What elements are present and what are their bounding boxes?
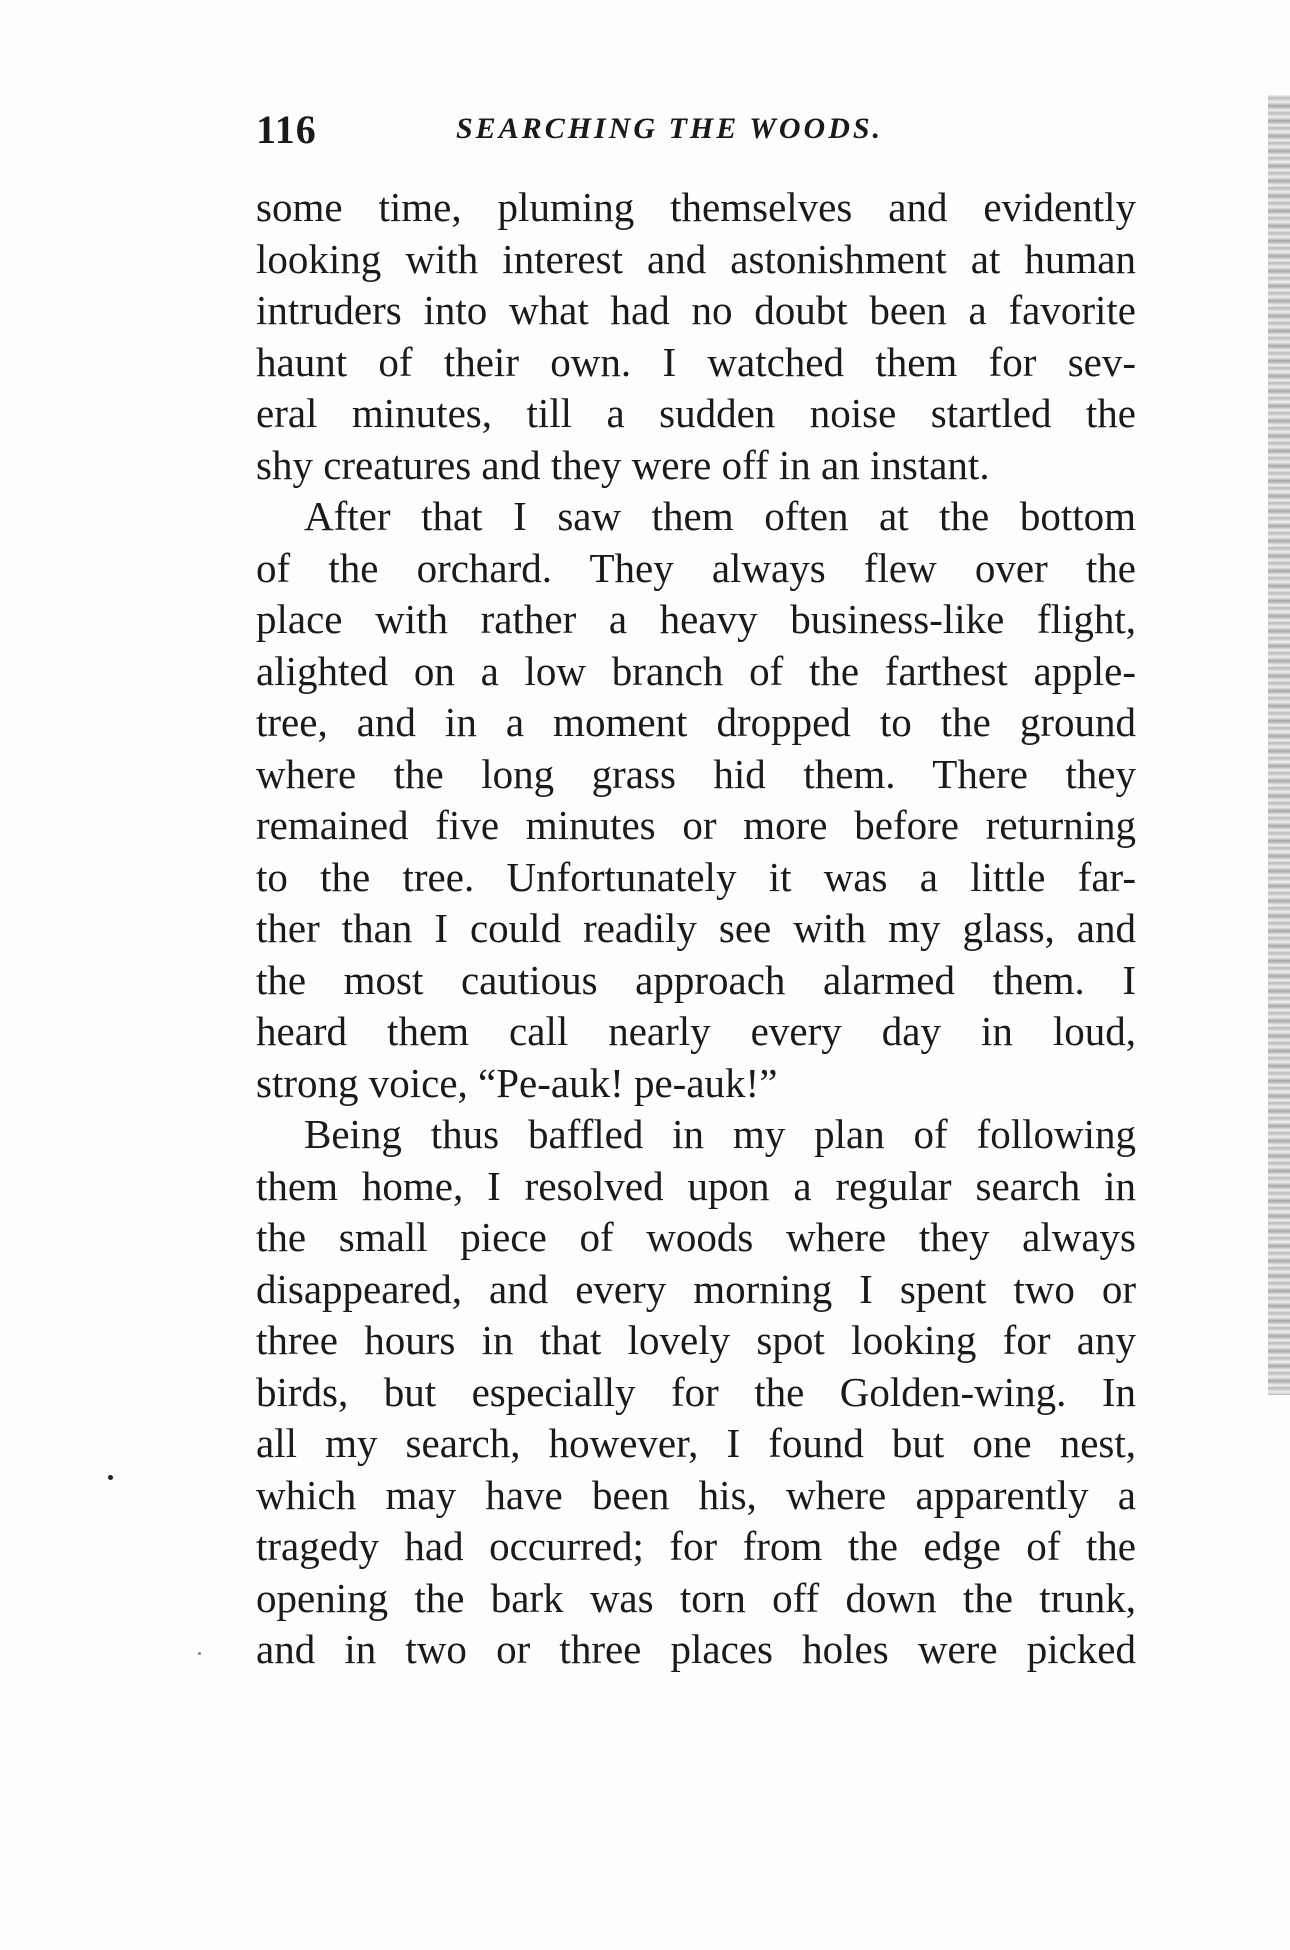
text-line: place with rather a heavy business-like flight, bbox=[256, 596, 1136, 642]
text-line: and in two or three places holes were picked bbox=[256, 1626, 1136, 1672]
text-line: Being thus baffled in my plan of following bbox=[304, 1111, 1136, 1157]
text-line: disappeared, and every morning I spent two or bbox=[256, 1265, 1136, 1312]
text-line: opening the bark was torn off down the trunk, bbox=[256, 1574, 1136, 1621]
text-line: alighted on a low branch of the farthest apple- bbox=[256, 647, 1136, 694]
text-line: birds, but especially for the Golden-wing. In bbox=[256, 1368, 1136, 1415]
text-line: some time, pluming themselves and evidently bbox=[256, 184, 1136, 230]
text-line: After that I saw them often at the bottom bbox=[304, 493, 1136, 539]
page-edge-shadow bbox=[1268, 95, 1290, 1395]
text-line: to the tree. Unfortunately it was a little far- bbox=[256, 853, 1136, 900]
text-line: remained five minutes or more before returning bbox=[256, 802, 1136, 848]
text-line: the most cautious approach alarmed them. I bbox=[256, 956, 1136, 1003]
ink-speck bbox=[198, 1652, 201, 1655]
paragraph-1 bbox=[256, 182, 1136, 491]
page-header bbox=[256, 100, 1156, 160]
paragraph-3 bbox=[256, 1109, 1136, 1676]
text-line: the small piece of woods where they always bbox=[256, 1214, 1136, 1260]
text-line: ther than I could readily see with my glass, and bbox=[256, 905, 1136, 951]
text-line: which may have been his, where apparently a bbox=[256, 1471, 1136, 1518]
text-line: of the orchard. They always flew over the bbox=[256, 544, 1136, 591]
paragraph-2 bbox=[256, 491, 1136, 1109]
text-line: haunt of their own. I watched them for sev- bbox=[256, 338, 1136, 385]
running-title: SEARCHING THE WOODS. bbox=[456, 112, 884, 145]
text-line: where the long grass hid them. There they bbox=[256, 750, 1136, 797]
ink-speck bbox=[108, 1475, 113, 1480]
text-line: tree, and in a moment dropped to the ground bbox=[256, 699, 1136, 745]
text-line: eral minutes, till a sudden noise startled the bbox=[256, 390, 1136, 436]
text-line: tragedy had occurred; for from the edge of the bbox=[256, 1523, 1136, 1569]
text-line: looking with interest and astonishment at human bbox=[256, 235, 1136, 282]
text-line: them home, I resolved upon a regular search in bbox=[256, 1162, 1136, 1209]
text-line: all my search, however, I found but one nest, bbox=[256, 1420, 1136, 1466]
text-line: heard them call nearly every day in loud, bbox=[256, 1008, 1136, 1054]
text-line: intruders into what had no doubt been a favorite bbox=[256, 287, 1136, 333]
text-line: shy creatures and they were off in an instant. bbox=[256, 441, 990, 488]
text-line: strong voice, “Pe-auk! pe-auk!” bbox=[256, 1059, 778, 1106]
page-number: 116 bbox=[256, 107, 317, 152]
body-text bbox=[256, 182, 1136, 1676]
text-line: three hours in that lovely spot looking for any bbox=[256, 1317, 1136, 1363]
